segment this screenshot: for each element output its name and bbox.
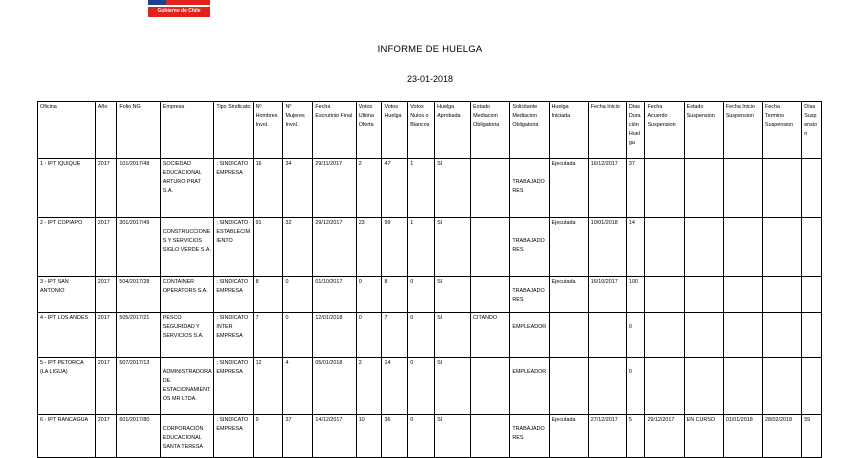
table-cell: 2017 [95,159,117,218]
table-cell: 16/12/2017 [588,159,626,218]
table-cell [684,218,723,277]
table-cell [549,358,588,415]
table-cell: 2017 [95,277,117,313]
col-header: Año [95,102,117,159]
table-cell: 59 [802,415,822,458]
table-cell: ; SINDICATO EMPRESA [214,277,253,313]
table-cell: 2 [356,358,382,415]
logo-text: Gobierno de Chile [148,7,210,17]
table-cell: 4 [283,358,313,415]
table-cell: Ejecutada [549,159,588,218]
table-cell: ; SINDICATO EMPRESA [214,358,253,415]
table-cell: 100 [626,277,645,313]
logo-red-stripe [166,0,210,5]
col-header: Estado Suspension [684,102,723,159]
table-cell: EMPLEADOR [510,358,549,415]
table-cell: 504/2017/28 [117,277,160,313]
table-cell: 2017 [95,415,117,458]
table-cell [802,218,822,277]
table-cell [802,313,822,358]
table-cell [684,358,723,415]
table-cell [549,313,588,358]
table-cell: 16/10/2017 [588,277,626,313]
table-cell: 0 [626,358,645,415]
table-cell: 601/2017/80 [117,415,160,458]
report-date: 23-01-2018 [406,74,454,84]
table-cell: EMPLEADOR [510,313,549,358]
table-cell [471,277,510,313]
col-header: Fecha Inicio [588,102,626,159]
table-cell [471,159,510,218]
table-row [38,159,822,218]
table-cell: 29/12/2017 [313,218,356,277]
table-cell [471,358,510,415]
table-cell: ; SINDICATO EMPRESA [214,159,253,218]
table-cell: 0 [283,277,313,313]
table-cell [723,159,762,218]
table-cell [723,358,762,415]
table-cell [645,313,684,358]
table-cell: 32 [283,218,313,277]
col-header: Empresa [160,102,214,159]
table-cell: 8 [253,277,283,313]
col-header: Estado Mediacion Obligatoria [471,102,510,159]
table-cell: 505/2017/21 [117,313,160,358]
col-header: Nº Mujeres Invol. [283,102,313,159]
table-cell [645,277,684,313]
table-row [38,415,822,458]
table-cell: 10 [356,415,382,458]
table-cell: 10/01/2018 [588,218,626,277]
table-cell [684,159,723,218]
table-cell: 37 [626,159,645,218]
table-cell: CONSTRUCCIONES Y SERVICIOS SIGLO VERDE S.A. [160,218,214,277]
table-cell: 34 [283,159,313,218]
strike-report-table [37,101,822,458]
col-header: Nº Hombres Invol. [253,102,283,159]
table-cell [763,358,802,415]
table-cell [588,358,626,415]
table-row [38,313,822,358]
table-cell: TRABAJADORES [510,218,549,277]
col-header: Días Duración Huelga [626,102,645,159]
col-header: Huelga Aprobada [435,102,471,159]
table-cell: 36 [382,415,408,458]
col-header: Votos Nulos o Blancos [408,102,435,159]
table-cell: TRABAJADORES [510,415,549,458]
table-cell [723,277,762,313]
government-logo [148,0,210,14]
table-cell [802,277,822,313]
table-cell: 1 [408,218,435,277]
col-header: Votos Ultima Oferta [356,102,382,159]
table-cell: 29/11/2017 [313,159,356,218]
table-cell: TRABAJADORES [510,277,549,313]
col-header: Días Suspension [802,102,822,159]
table-cell: ; SINDICATO EMPRESA [214,415,253,458]
table-cell: 0 [408,358,435,415]
table-cell: 12/01/2018 [313,313,356,358]
col-header: Tipo Sindicato [214,102,253,159]
table-row [38,277,822,313]
table-cell: CORPORACIÓN EDUCACIONAL SANTA TERESA [160,415,214,458]
table-cell: 91 [253,218,283,277]
table-cell: 5 [626,415,645,458]
table-cell [645,218,684,277]
table-cell: 7 [253,313,283,358]
table-cell: 507/2017/13 [117,358,160,415]
table-cell: SI [435,277,471,313]
table-cell: ADMINISTRADORA DE ESTACIONAMIENTOS MR LTDA. [160,358,214,415]
table-cell [471,218,510,277]
table-cell: 99 [382,218,408,277]
table-cell: 2017 [95,218,117,277]
table-cell: 0 [356,313,382,358]
table-cell: CONTAINER OPERATORS S.A. [160,277,214,313]
table-cell: 2017 [95,313,117,358]
table-header-row [38,102,822,159]
table-cell: EN CURSO [684,415,723,458]
table-cell: 1 - IPT IQUIQUE [38,159,96,218]
table-cell: 0 [408,313,435,358]
table-cell: 101/2017/48 [117,159,160,218]
table-cell: SI [435,218,471,277]
table-cell: 14 [382,358,408,415]
table-cell: 9 [253,415,283,458]
table-cell [763,313,802,358]
table-cell: 16 [253,159,283,218]
table-cell: 0 [626,313,645,358]
table-cell: 2 - IPT COPIAPO [38,218,96,277]
table-cell: 29/12/2017 [645,415,684,458]
logo-blue-stripe [148,0,166,5]
table-row [38,358,822,415]
table-cell [645,159,684,218]
table-cell: 12 [253,358,283,415]
table-cell: 14 [626,218,645,277]
table-cell: 0 [356,277,382,313]
col-header: Solicitante Mediacion Obligatoria [510,102,549,159]
table-cell [763,159,802,218]
table-cell: CITANDO [471,313,510,358]
col-header: Fecha Inicio Suspension [723,102,762,159]
table-cell: 2 [356,159,382,218]
table-cell [802,358,822,415]
table-cell [723,218,762,277]
table-cell: 14/12/2017 [313,415,356,458]
table-cell: 6 - IPT RANCAGUA [38,415,96,458]
table-cell: 0 [283,313,313,358]
table-cell: 01/10/2017 [313,277,356,313]
col-header: Votos Huelga [382,102,408,159]
table-cell: 0 [408,415,435,458]
table-cell [588,313,626,358]
table-cell: SOCIEDAD EDUCACIONAL ARTURO PRAT S.A. [160,159,214,218]
table-cell [802,159,822,218]
table-cell [763,277,802,313]
col-header: Fecha Acuerdo Suspension [645,102,684,159]
table-cell [763,218,802,277]
table-cell: 301/2017/49 [117,218,160,277]
table-cell: 05/01/2018 [313,358,356,415]
table-cell: 37 [283,415,313,458]
table-cell: SI [435,159,471,218]
table-cell: SI [435,358,471,415]
table-cell: PESCO SEGURIDAD Y SERVICIOS S.A. [160,313,214,358]
col-header: Oficina [38,102,96,159]
col-header: Fecha Escrutinio Final [313,102,356,159]
col-header: Huelga Iniciada [549,102,588,159]
table-cell [684,313,723,358]
table-cell: 27/12/2017 [588,415,626,458]
table-cell: 3 - IPT SAN ANTONIO [38,277,96,313]
table-row [38,218,822,277]
table-cell: 0 [408,277,435,313]
table-cell: 8 [382,277,408,313]
table-cell: SI [435,313,471,358]
table-cell [723,313,762,358]
col-header: Fecha Termino Suspension [763,102,802,159]
report-title: INFORME DE HUELGA [377,44,483,55]
table-cell [645,358,684,415]
table-cell: 5 - IPT PETORCA (LA LIGUA) [38,358,96,415]
table-cell: 01/01/2018 [723,415,762,458]
table-cell: TRABAJADORES [510,159,549,218]
table-cell: 7 [382,313,408,358]
table-cell: ; SINDICATO ESTABLECIMIENTO [214,218,253,277]
table-cell [471,415,510,458]
table-cell: Ejecutada [549,277,588,313]
table-cell: 28/02/2018 [763,415,802,458]
table-cell [684,277,723,313]
col-header: Folio NG [117,102,160,159]
table-cell: SI [435,415,471,458]
table-cell: 4 - IPT LOS ANDES [38,313,96,358]
table-cell: 47 [382,159,408,218]
table-cell: 1 [408,159,435,218]
table-cell: 23 [356,218,382,277]
table-cell: 2017 [95,358,117,415]
table-cell: Ejecutada [549,415,588,458]
table-cell: Ejecutada [549,218,588,277]
table-cell: ; SINDICATO INTER EMPRESA [214,313,253,358]
